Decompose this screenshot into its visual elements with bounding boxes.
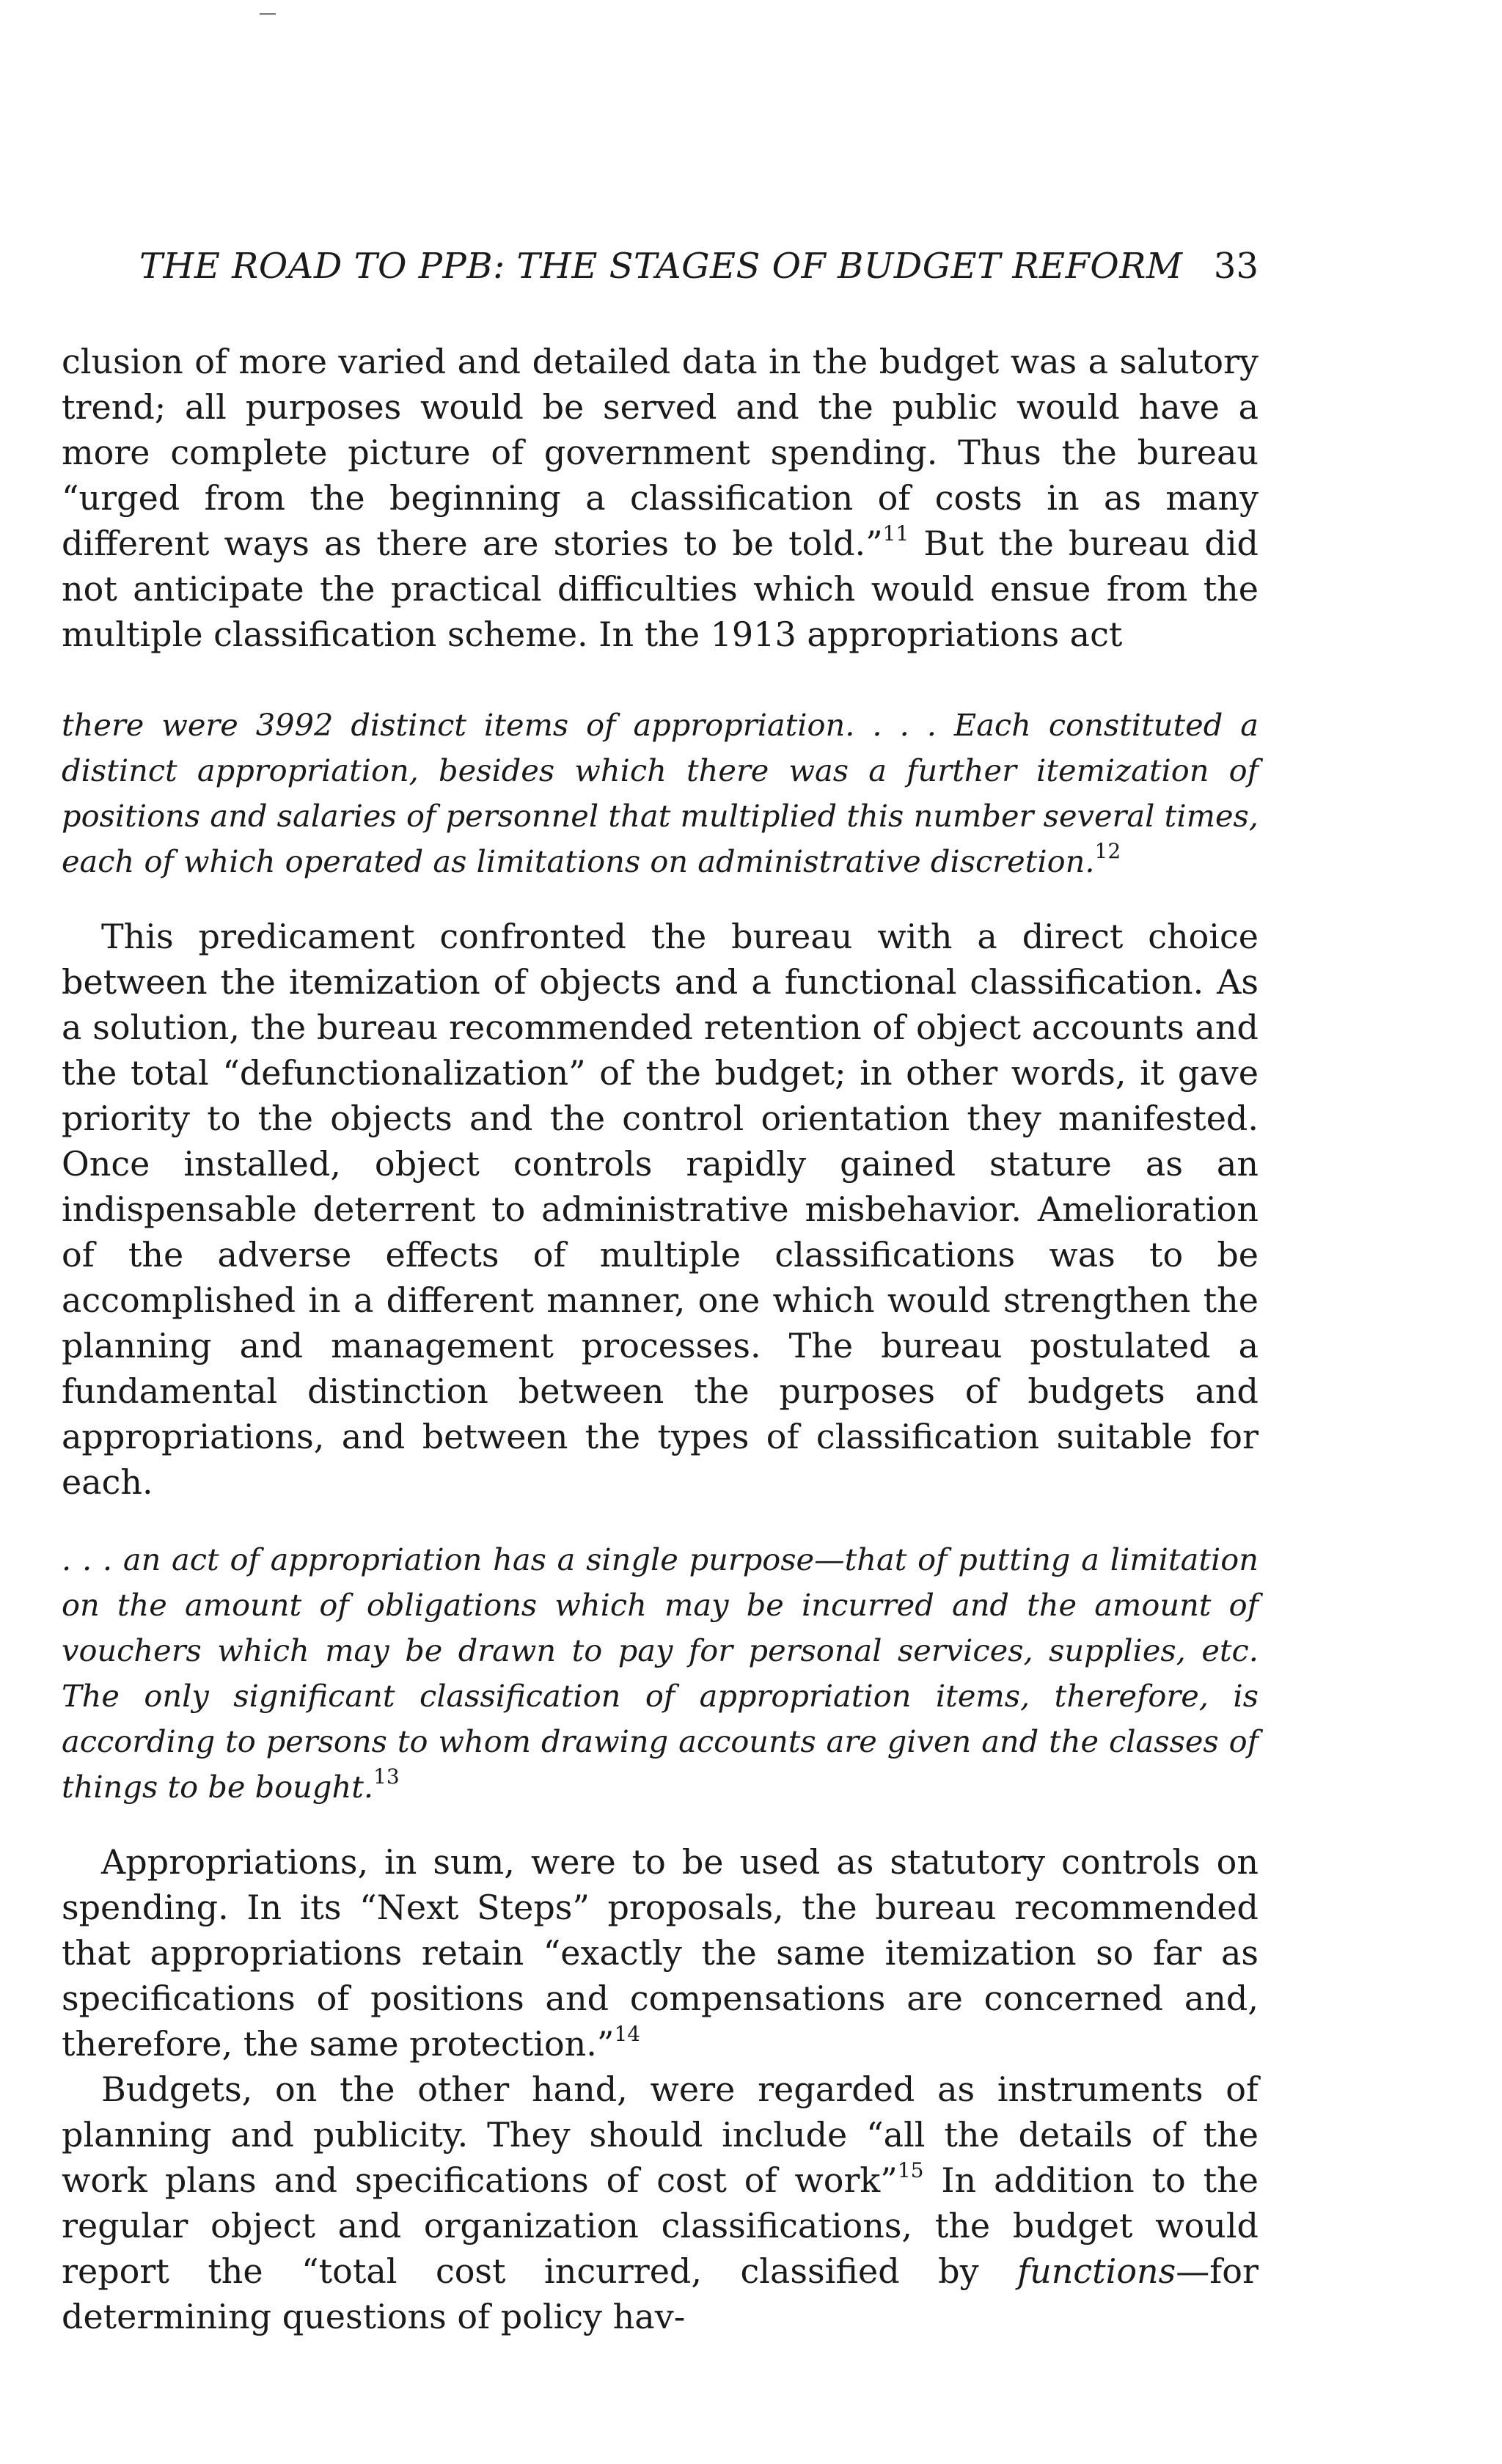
paragraph-2 — [62, 914, 1259, 1505]
paragraph-4 — [62, 2067, 1259, 2339]
scan-mark — [260, 13, 276, 15]
block-quote-1 — [62, 703, 1259, 884]
body-text — [62, 339, 1259, 2339]
running-header — [139, 246, 1259, 287]
footnote-ref-11: 11 — [882, 521, 909, 546]
footnote-ref-15: 15 — [897, 2157, 924, 2182]
paragraph-1 — [62, 339, 1259, 657]
paragraph-2-text: This predicament confronted the bureau with a direct choice between the itemization of objects and a functional classification. As a solution, the bureau recommended retention of object accounts and the total “defunctionalization” of the budget; in other words, it gave priority to the objects and the control orientation they manifested. Once installed, object controls rapidly gained stature as an indispensable deterrent to administrative misbehavior. Amelioration of the adverse effects of multiple classifications was to be accomplished in a different manner, one which would strengthen the planning and management processes. The bureau postulated a fundamental distinction between the purposes of budgets and appropriations, and between the types of classification suitable for each. — [62, 917, 1259, 1502]
block-quote-2 — [62, 1537, 1259, 1810]
paragraph-3-text: Appropriations, in sum, were to be used as statutory controls on spending. In its “Next Steps” proposals, the bureau recommended that appropriations retain “exactly the same itemization so far as specifications of positions and compensations are concerned and, therefore, the same protection.” — [62, 1842, 1259, 2064]
page-number: 33 — [1213, 246, 1259, 287]
block-quote-1-text: there were 3992 distinct items of appropriation. . . . Each constituted a distinct appropriation, besides which there was a further itemization of positions and salaries of personnel that multiplied this number several times, each of which operated as limitations on administrative discretion. — [62, 707, 1259, 879]
paragraph-1-text: clusion of more varied and detailed data in the budget was a salutory trend; all purposes would be served and the public would have a more complete picture of government spending. Thus the bureau “urged from the beginning a classification of costs in as many different ways as there are stories to be told.” — [62, 342, 1259, 563]
paragraph-4-text: Budgets, on the other hand, were regarded as instruments of planning and publicity. They should include “all the details of the work plans and specifications of cost of work” — [62, 2069, 1259, 2200]
footnote-ref-12: 12 — [1094, 839, 1121, 864]
paragraph-3 — [62, 1839, 1259, 2067]
paragraph-4-text-end: —for determining questions of policy hav- — [62, 2251, 1259, 2336]
footnote-ref-14: 14 — [614, 2021, 641, 2046]
block-quote-2-text: . . . an act of appropriation has a single purpose—that of putting a limitation on the amount of obligations which may be incurred and the amount of vouchers which may be drawn to pay for personal services, supplies, etc. The only significant classification of appropriation items, therefore, is according to persons to whom drawing accounts are given and the classes of things to be bought. — [62, 1541, 1259, 1805]
paragraph-1-text-cont: But the bureau did not anticipate the practical difficulties which would ensue from the multiple classification scheme. In the 1913 appropriations act — [62, 524, 1259, 654]
footnote-ref-13: 13 — [373, 1764, 400, 1789]
paragraph-4-text-cont: In addition to the regular object and organization classifications, the budget would report the “total cost incurred, classified by — [62, 2160, 1259, 2291]
running-title: THE ROAD TO PPB: THE STAGES OF BUDGET REFORM — [139, 246, 1183, 287]
paragraph-4-italic: functions — [1017, 2251, 1176, 2291]
